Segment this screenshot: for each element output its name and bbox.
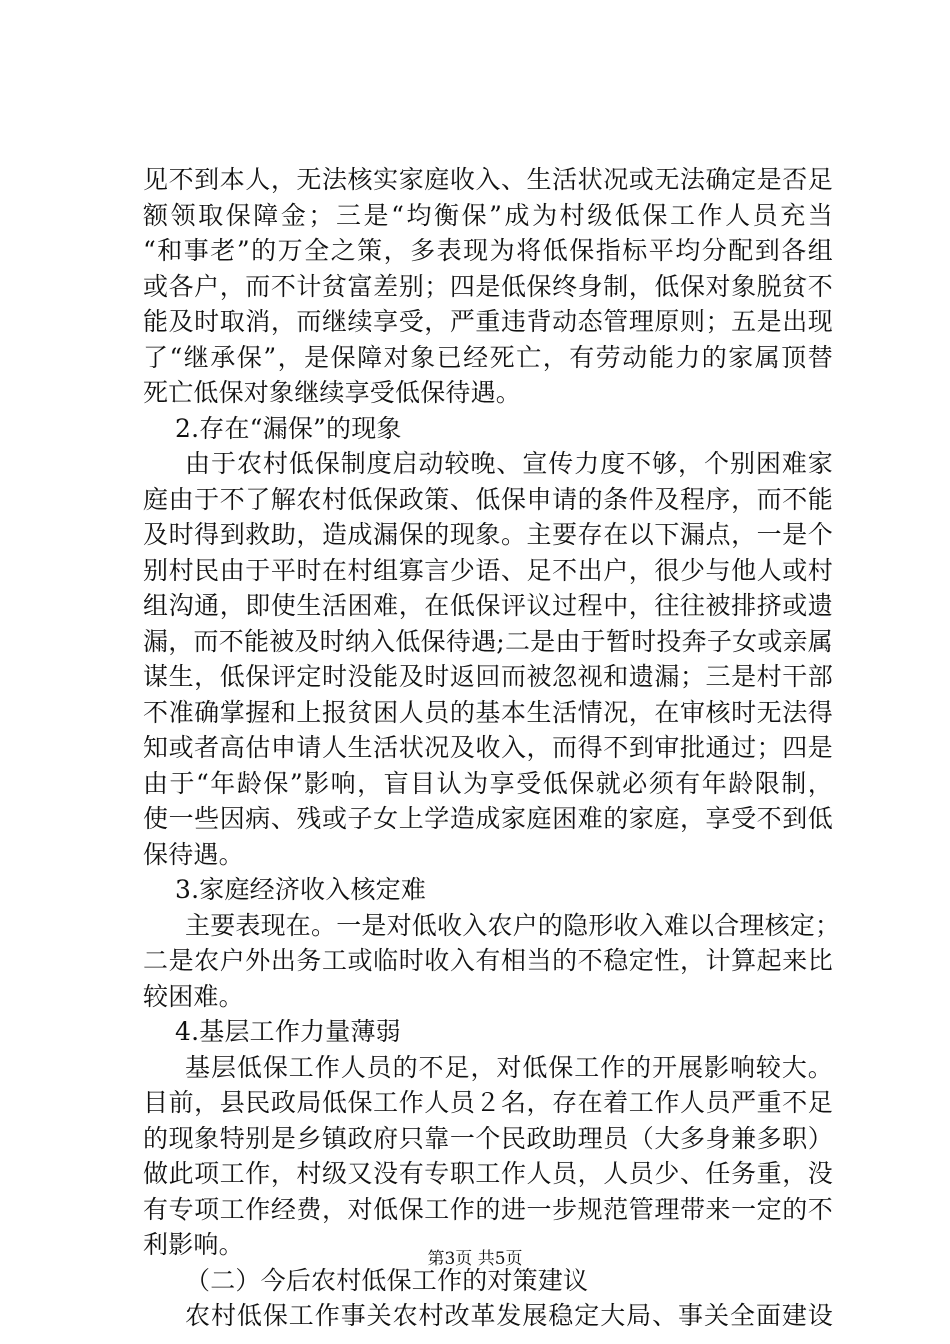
text-line: 做此项工作，村级又没有专职工作人员，人员少、任务重，没 [143,1159,833,1188]
text-line: 有专项工作经费，对低保工作的进一步规范管理带来一定的不 [143,1194,833,1224]
section-heading: 2.存在“漏保”的现象 [175,413,402,443]
text-line: 农村低保工作事关农村改革发展稳定大局、事关全面建设 [185,1301,833,1330]
text-line: 或各户，而不计贫富差别；四是低保终身制，低保对象脱贫不 [143,271,833,301]
text-line: 别村民由于平时在村组寡言少语、足不出户，很少与他人或村 [143,555,833,585]
text-line: 谋生，低保评定时没能及时返回而被忽视和遗漏；三是村干部 [143,662,833,691]
text-line: 使一些因病、残或子女上学造成家庭困难的家庭，享受不到低 [143,804,833,833]
text-line: 的现象特别是乡镇政府只靠一个民政助理员（大多身兼多职） [143,1123,833,1153]
page-footer: 第3页 共5页 [427,1249,523,1269]
text-line: 额领取保障金；三是“均衡保”成为村级低保工作人员充当 [143,200,833,230]
text-line: 主要表现在。一是对低收入农户的隐形收入难以合理核定； [185,910,841,940]
section-heading: 4.基层工作力量薄弱 [175,1017,401,1046]
text-line: 能及时取消，而继续享受，严重违背动态管理原则；五是出现 [143,307,833,336]
section-heading: （二）今后农村低保工作的对策建议 [185,1265,589,1295]
document-body [143,162,841,1334]
section-heading: 3.家庭经济收入核定难 [175,875,427,904]
text-line: 了“继承保”，是保障对象已经死亡，有劳动能力的家属顶替 [143,342,833,372]
text-line: 较困难。 [143,981,244,1011]
text-line: 漏，而不能被及时纳入低保待遇;二是由于暂时投奔子女或亲属 [143,626,833,656]
text-line: 死亡低保对象继续享受低保待遇。 [143,378,522,407]
text-line: 不准确掌握和上报贫困人员的基本生活情况，在审核时无法得 [143,697,833,727]
text-line: 由于“年龄保”影响，盲目认为享受低保就必须有年龄限制， [143,768,833,798]
text-line: 由于农村低保制度启动较晚、宣传力度不够，个别困难家 [185,449,833,478]
text-line: 知或者高估申请人生活状况及收入，而得不到审批通过；四是 [143,733,833,762]
text-line: 基层低保工作人员的不足，对低保工作的开展影响较大。 [185,1052,833,1082]
text-line: 及时得到救助，造成漏保的现象。主要存在以下漏点，一是个 [143,520,833,549]
text-line: 组沟通，即使生活困难，在低保评议过程中，往往被排挤或遗 [143,591,833,620]
text-line: “和事老”的万全之策，多表现为将低保指标平均分配到各组 [143,236,833,265]
text-line: 庭由于不了解农村低保政策、低保申请的条件及程序，而不能 [143,484,833,514]
text-line: 保待遇。 [143,839,244,869]
text-line: 目前，县民政局低保工作人员２名，存在着工作人员严重不足 [143,1088,833,1117]
text-line: 二是农户外出务工或临时收入有相当的不稳定性，计算起来比 [143,946,833,975]
text-line: 利影响。 [143,1230,244,1259]
text-line: 见不到本人，无法核实家庭收入、生活状况或无法确定是否足 [143,165,833,194]
